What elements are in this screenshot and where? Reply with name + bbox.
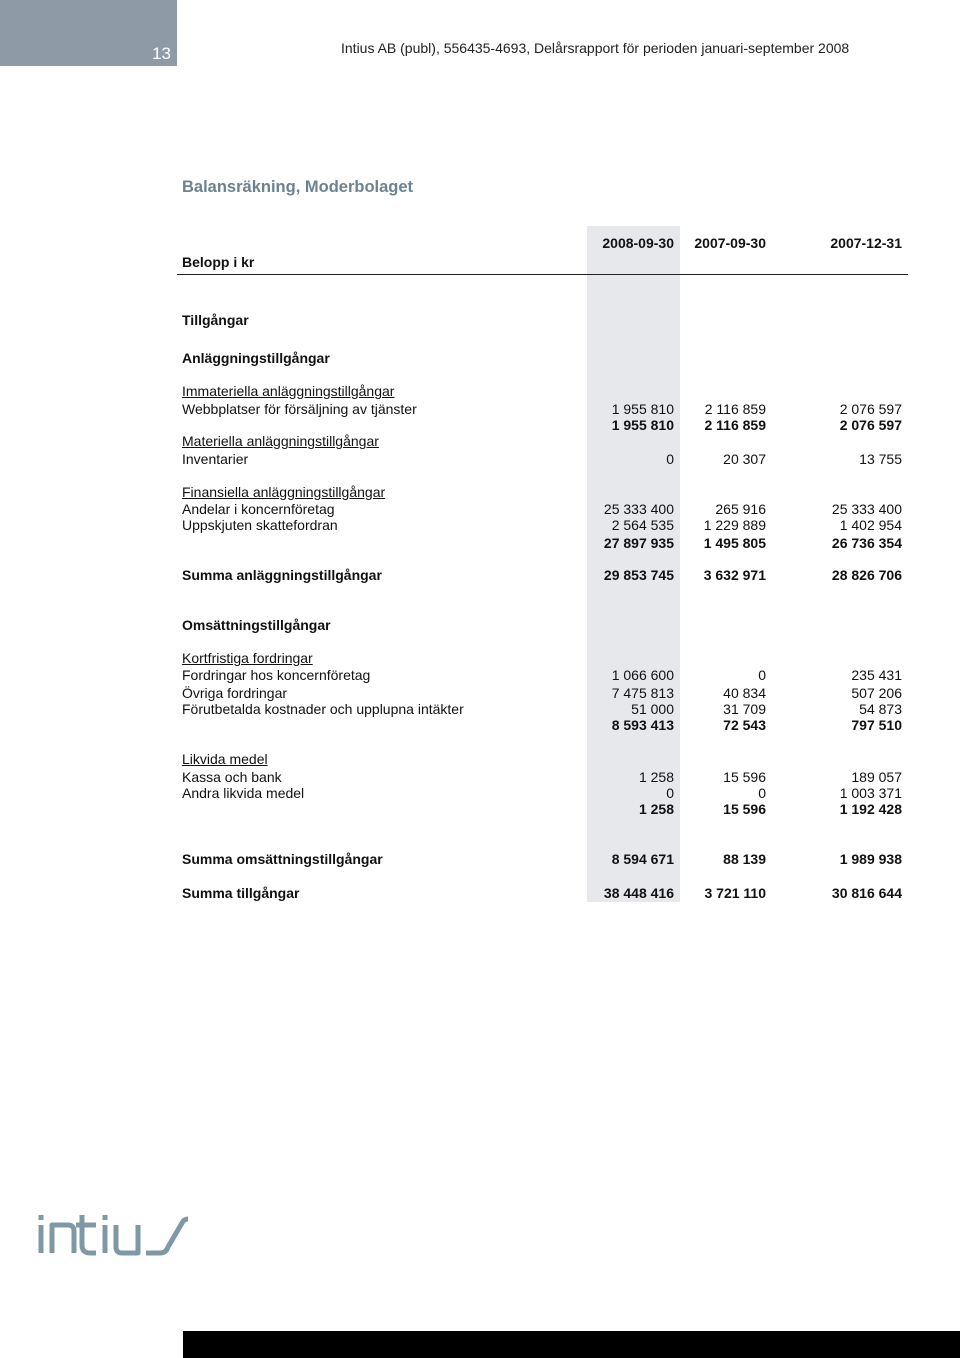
- subtotal-value: 8 593 413: [611, 717, 674, 733]
- subheading-finansiella: Finansiella anläggningstillgångar: [182, 484, 386, 500]
- row-value: 507 206: [851, 685, 902, 701]
- intius-logo: [36, 1211, 188, 1262]
- section-title: Balansräkning, Moderbolaget: [182, 178, 414, 196]
- subtotal-value: 26 736 354: [831, 535, 902, 551]
- row-value: 2 116 859: [704, 401, 766, 417]
- row-label-kassa-och-bank: Kassa och bank: [182, 769, 282, 785]
- row-label-andra-likvida: Andra likvida medel: [182, 785, 305, 801]
- row-value: 2 076 597: [839, 401, 902, 417]
- row-value: 31 709: [723, 701, 766, 717]
- footer-bar: [183, 1331, 960, 1358]
- row-label-ovriga-fordringar: Övriga fordringar: [182, 685, 288, 701]
- row-value: 51 000: [631, 701, 674, 717]
- row-value: 265 916: [715, 501, 766, 517]
- column-header-2007-12-31: 2007-12-31: [830, 235, 902, 251]
- subtotal-value: 27 897 935: [603, 535, 674, 551]
- row-value: 40 834: [723, 685, 766, 701]
- row-value: 13 755: [859, 451, 902, 467]
- total-label-omsattningstillgangar: Summa omsättningstillgångar: [182, 851, 383, 867]
- row-label-inventarier: Inventarier: [182, 451, 249, 467]
- total-value: 38 448 416: [603, 885, 674, 901]
- row-label-webbplatser: Webbplatser för försäljning av tjänster: [182, 401, 417, 417]
- heading-anlaggningstillgangar: Anläggningstillgångar: [182, 350, 330, 366]
- subheading-kortfristiga: Kortfristiga fordringar: [182, 650, 313, 666]
- subheading-likvida-medel: Likvida medel: [182, 751, 268, 767]
- row-value: 0: [758, 667, 766, 683]
- subtotal-value: 1 955 810: [611, 417, 674, 433]
- total-value: 30 816 644: [831, 885, 902, 901]
- row-value: 0: [666, 451, 674, 467]
- subtotal-value: 2 076 597: [839, 417, 902, 433]
- report-header-title: Intius AB (publ), 556435-4693, Delårsrapport för perioden januari-september 2008: [341, 40, 850, 56]
- row-label-fordringar-koncern: Fordringar hos koncernföretag: [182, 667, 371, 683]
- row-value: 0: [666, 785, 674, 801]
- row-label-skattefordran: Uppskjuten skattefordran: [182, 517, 338, 533]
- total-value: 28 826 706: [831, 567, 902, 583]
- row-value: 25 333 400: [603, 501, 674, 517]
- subheading-immateriella: Immateriella anläggningstillgångar: [182, 383, 395, 399]
- heading-omsattningstillgangar: Omsättningstillgångar: [182, 617, 331, 633]
- total-value: 8 594 671: [611, 851, 674, 867]
- row-value: 1 003 371: [839, 785, 902, 801]
- row-value: 15 596: [723, 769, 766, 785]
- subheading-materiella: Materiella anläggningstillgångar: [182, 433, 379, 449]
- total-value: 3 632 971: [703, 567, 766, 583]
- column-header-2008-09-30: 2008-09-30: [602, 235, 674, 251]
- subtotal-value: 1 495 805: [703, 535, 766, 551]
- row-value: 1 066 600: [611, 667, 674, 683]
- row-label-andelar: Andelar i koncernföretag: [182, 501, 335, 517]
- row-value: 7 475 813: [611, 685, 674, 701]
- total-value: 3 721 110: [704, 885, 766, 901]
- row-value: 189 057: [851, 769, 902, 785]
- row-value: 20 307: [723, 451, 766, 467]
- row-value: 1 229 889: [703, 517, 766, 533]
- row-label-forutbetalda: Förutbetalda kostnader och upplupna intäkter: [182, 701, 464, 717]
- row-value: 1 955 810: [611, 401, 674, 417]
- page-number-tab: [0, 0, 177, 66]
- subtotal-value: 2 116 859: [704, 417, 766, 433]
- subtotal-value: 1 192 428: [839, 801, 902, 817]
- total-value: 88 139: [723, 851, 766, 867]
- column-header-2007-09-30: 2007-09-30: [694, 235, 766, 251]
- total-value: 29 853 745: [603, 567, 674, 583]
- header-divider: [177, 274, 908, 275]
- unit-label: Belopp i kr: [182, 254, 255, 270]
- subtotal-value: 1 258: [638, 801, 674, 817]
- total-label-tillgangar: Summa tillgångar: [182, 885, 300, 901]
- row-value: 1 402 954: [839, 517, 902, 533]
- page-number: 13: [152, 44, 171, 63]
- heading-tillgangar: Tillgångar: [182, 312, 249, 328]
- total-label-anlaggningstillgangar: Summa anläggningstillgångar: [182, 567, 382, 583]
- total-value: 1 989 938: [839, 851, 902, 867]
- row-value: 1 258: [638, 769, 674, 785]
- row-value: 2 564 535: [611, 517, 674, 533]
- intius-logo-mark: [36, 1211, 188, 1257]
- subtotal-value: 72 543: [723, 717, 766, 733]
- subtotal-value: 797 510: [851, 717, 902, 733]
- row-value: 25 333 400: [831, 501, 902, 517]
- row-value: 0: [758, 785, 766, 801]
- row-value: 235 431: [851, 667, 902, 683]
- subtotal-value: 15 596: [723, 801, 766, 817]
- row-value: 54 873: [859, 701, 902, 717]
